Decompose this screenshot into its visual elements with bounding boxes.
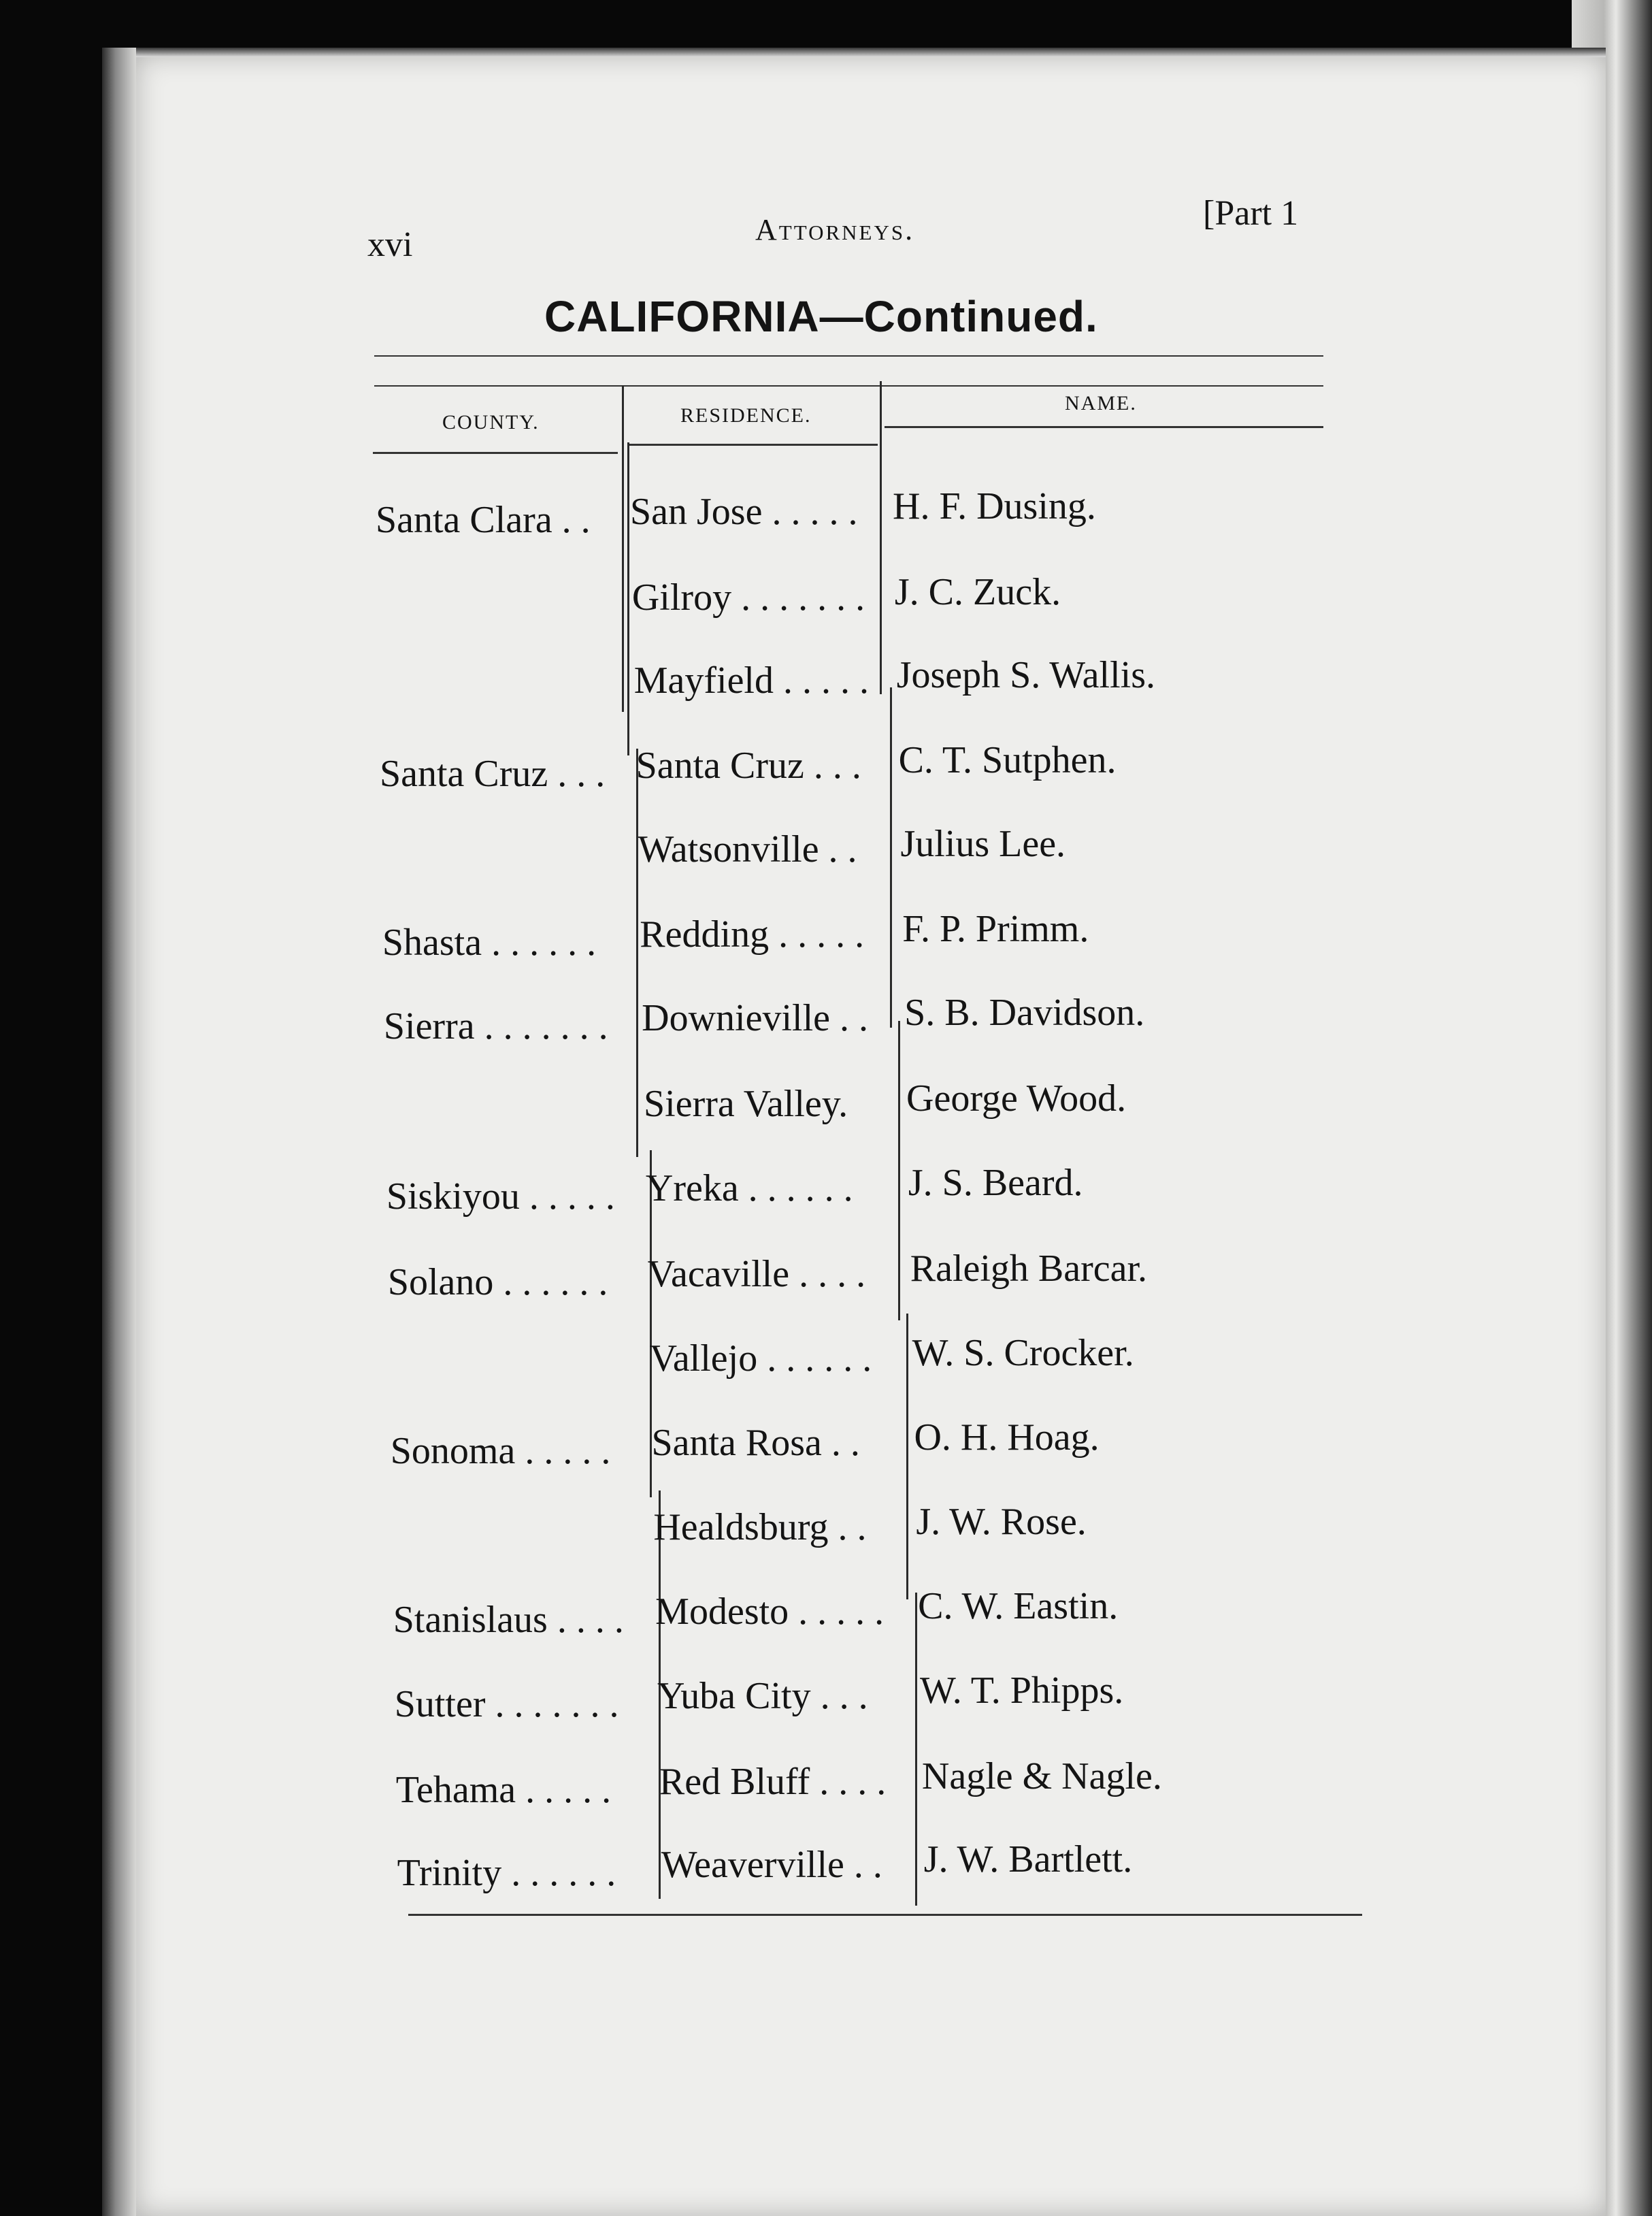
column-divider-1b xyxy=(636,749,638,1157)
name-cell: J. W. Bartlett. xyxy=(923,1838,1133,1880)
column-divider-1-header xyxy=(622,385,624,712)
column-divider-2a xyxy=(880,381,882,694)
county-cell: Stanislaus . . . . xyxy=(393,1599,624,1641)
residence-cell: Watsonville . . xyxy=(638,828,857,870)
name-cell: J. S. Beard. xyxy=(908,1162,1083,1204)
column-divider-2e xyxy=(915,1593,917,1906)
county-cell: Sierra . . . . . . . xyxy=(383,1005,608,1047)
name-cell: Nagle & Nagle. xyxy=(921,1755,1162,1797)
name-cell: W. S. Crocker. xyxy=(912,1332,1134,1374)
county-cell: Santa Clara . . xyxy=(376,499,591,541)
residence-cell: Vacaville . . . . xyxy=(647,1253,866,1295)
name-cell: Joseph S. Wallis. xyxy=(896,654,1155,696)
residence-cell: Santa Cruz . . . xyxy=(635,745,861,787)
page xyxy=(136,54,1606,2216)
column-divider-2b xyxy=(890,687,892,1028)
residence-cell: Redding . . . . . xyxy=(640,913,865,956)
residence-cell: Mayfield . . . . . xyxy=(633,659,869,702)
column-divider-2d xyxy=(906,1314,908,1599)
county-cell: Trinity . . . . . . xyxy=(397,1852,616,1894)
section-heading: CALIFORNIA—Continued. xyxy=(544,292,1098,341)
column-header-name: NAME. xyxy=(1065,392,1137,414)
county-cell: Sutter . . . . . . . xyxy=(394,1683,619,1725)
table-bottom-rule xyxy=(408,1914,1362,1916)
residence-cell: Vallejo . . . . . . xyxy=(649,1337,872,1380)
part-label: [Part 1 xyxy=(1203,194,1299,233)
residence-cell: Modesto . . . . . xyxy=(655,1591,885,1633)
column-divider-2c xyxy=(898,1021,900,1320)
name-cell: Raleigh Barcar. xyxy=(910,1248,1148,1290)
name-cell: H. F. Dusing. xyxy=(893,485,1096,527)
column-header-residence: RESIDENCE. xyxy=(680,404,812,427)
page-edge-top xyxy=(136,48,1606,57)
residence-cell: Yuba City . . . xyxy=(657,1675,868,1717)
county-cell: Solano . . . . . . xyxy=(387,1261,608,1303)
name-cell: J. C. Zuck. xyxy=(894,571,1061,613)
name-cell: Julius Lee. xyxy=(900,823,1066,865)
heading-rule xyxy=(374,355,1323,357)
residence-cell: Santa Rosa . . xyxy=(651,1422,860,1464)
residence-cell: Sierra Valley. xyxy=(644,1083,848,1125)
county-cell: Siskiyou . . . . . xyxy=(386,1175,615,1218)
page-edge-left xyxy=(102,48,136,2216)
county-cell: Tehama . . . . . xyxy=(395,1769,612,1811)
table-top-rule xyxy=(374,385,1323,387)
county-header-rule xyxy=(373,452,618,454)
name-header-rule xyxy=(885,426,1323,428)
county-cell: Sonoma . . . . . xyxy=(390,1430,611,1472)
residence-header-rule xyxy=(627,444,878,446)
page-folio: xvi xyxy=(367,225,413,264)
name-cell: F. P. Primm. xyxy=(902,908,1089,950)
column-divider-1a xyxy=(627,442,629,755)
name-cell: W. T. Phipps. xyxy=(920,1669,1124,1712)
name-cell: C. W. Eastin. xyxy=(918,1585,1119,1627)
name-cell: George Wood. xyxy=(906,1077,1127,1120)
residence-cell: Healdsburg . . xyxy=(653,1506,867,1548)
residence-cell: Red Bluff . . . . xyxy=(659,1761,887,1803)
name-cell: C. T. Sutphen. xyxy=(898,739,1117,781)
county-cell: Shasta . . . . . . xyxy=(382,922,597,964)
name-cell: O. H. Hoag. xyxy=(914,1416,1100,1459)
residence-cell: Downieville . . xyxy=(642,997,868,1039)
residence-cell: Weaverville . . xyxy=(661,1844,882,1886)
name-cell: J. W. Rose. xyxy=(916,1501,1087,1543)
county-cell: Santa Cruz . . . xyxy=(379,753,606,795)
running-head: Attorneys. xyxy=(755,213,915,246)
residence-cell: Yreka . . . . . . xyxy=(645,1167,853,1209)
residence-cell: San Jose . . . . . xyxy=(630,491,858,533)
residence-cell: Gilroy . . . . . . . xyxy=(631,576,865,619)
column-header-county: COUNTY. xyxy=(442,411,540,434)
name-cell: S. B. Davidson. xyxy=(904,992,1145,1034)
